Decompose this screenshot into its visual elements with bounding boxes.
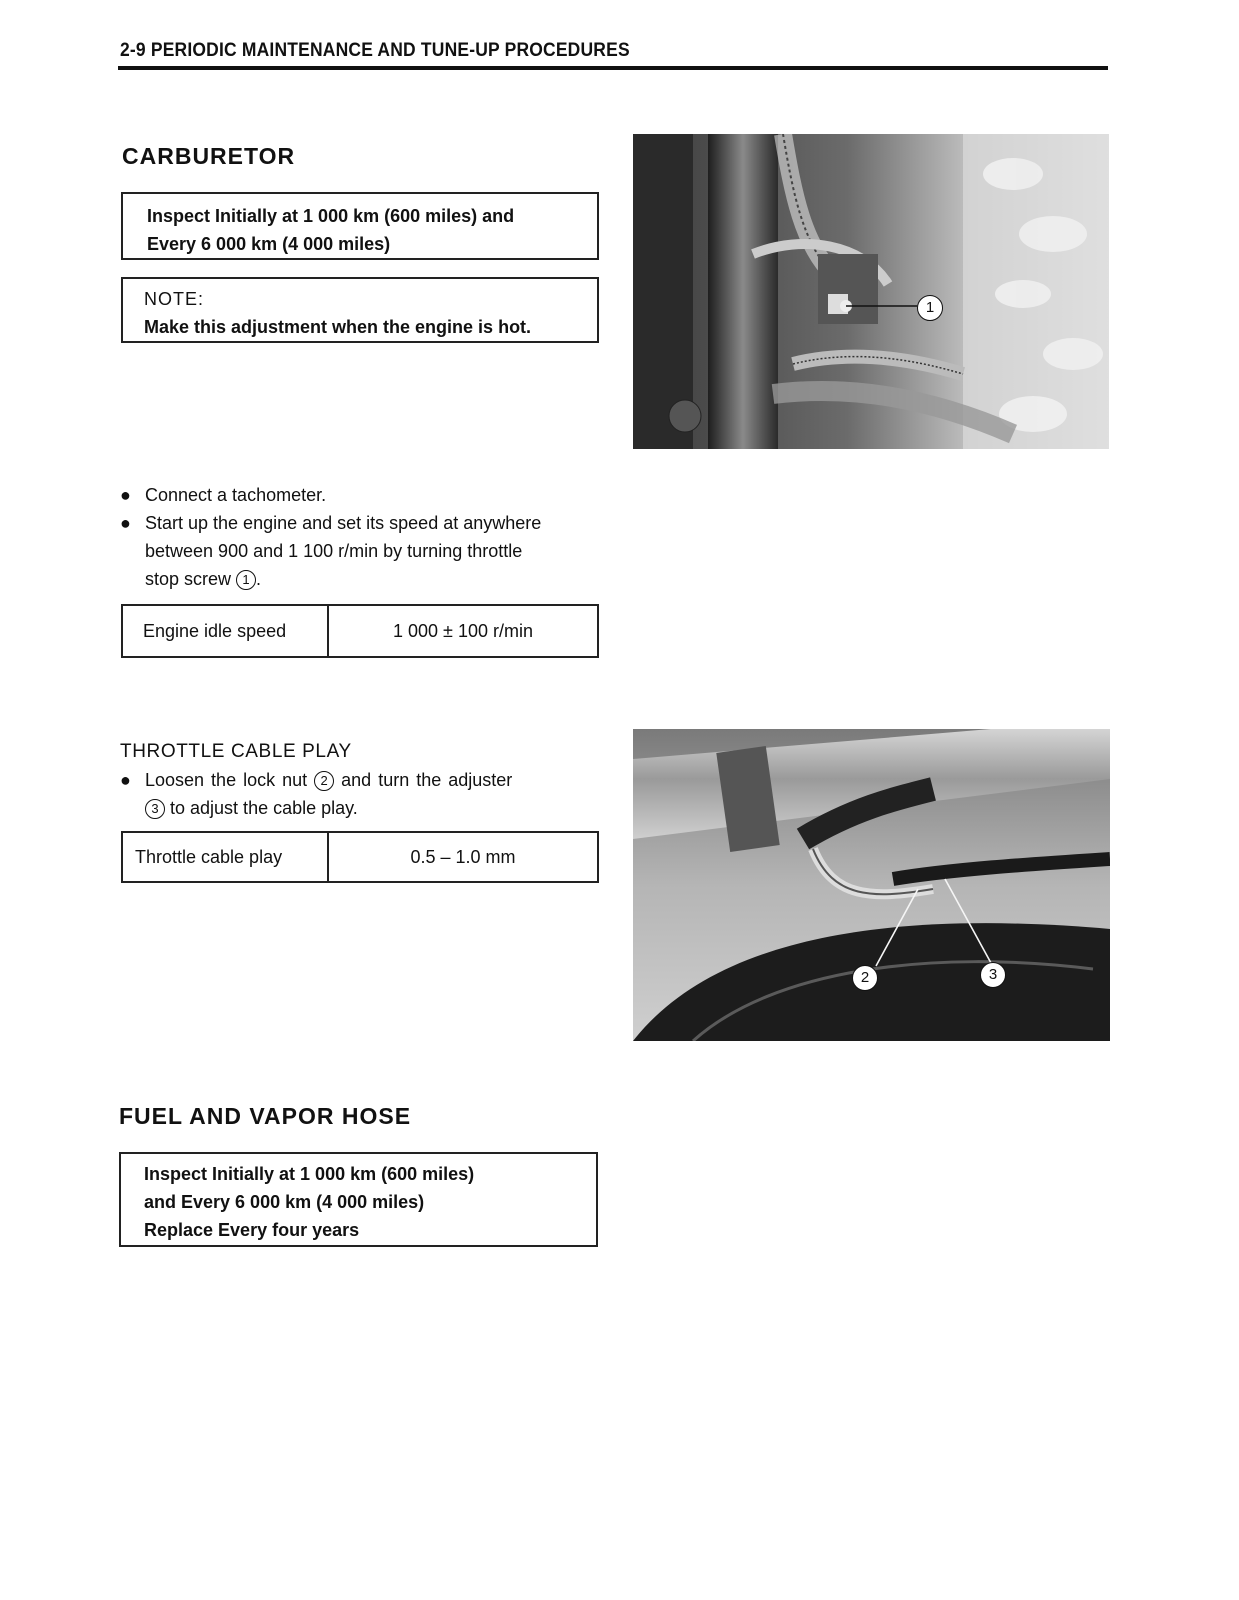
fuel-line-3: Replace Every four years [144,1220,360,1240]
bullet-dot: ● [120,770,131,790]
header-rule [118,66,1108,70]
interval-line-2: Every 6 000 km (4 000 miles) [147,234,391,254]
throttle-title: THROTTLE CABLE PLAY [120,741,352,762]
bullet-line-1: Start up the engine and set its speed at anywhere [145,513,542,533]
ref-circle-3: 3 [145,799,165,819]
note-text: Make this adjustment when the engine is hot. [144,317,532,337]
bullet-dot: ● [120,513,131,533]
bullet-line-3-text: stop screw [145,569,232,589]
interval-line-1: Inspect Initially at 1 000 km (600 miles) and [147,206,515,226]
bullet-line-3 [145,565,610,593]
ref-circle-2: 2 [314,771,334,791]
bullet-connect-tachometer [120,481,610,509]
bullet-line-2: between 900 and 1 100 r/min by turning throttle [145,541,523,561]
carburetor-photo-illustration [633,134,1109,449]
cable-play-label: Throttle cable play [123,833,329,881]
photo-callout-2: 2 [852,965,878,991]
throttle-photo-illustration [633,729,1110,1041]
note-label: NOTE: [144,289,205,309]
ref-circle-1: 1 [236,570,256,590]
throttle-line-2-text: to adjust the cable play. [170,798,358,818]
fuel-hose-interval-box [119,1152,598,1247]
bullet-text: Connect a tachometer. [145,485,327,505]
fuel-hose-title: FUEL AND VAPOR HOSE [119,1103,412,1129]
carburetor-interval-box [121,192,599,260]
idle-speed-value: 1 000 ± 100 r/min [393,620,533,641]
bullet-start-engine [120,509,610,593]
idle-speed-label: Engine idle speed [123,606,329,656]
throttle-line-1 [145,766,600,794]
carburetor-photo [633,134,1109,449]
photo-callout-1: 1 [917,295,943,321]
bullet-dot: ● [120,485,131,505]
cable-play-table [121,831,599,883]
idle-speed-table [121,604,599,658]
throttle-photo [633,729,1110,1041]
page-header-title: 2-9 PERIODIC MAINTENANCE AND TUNE-UP PROCEDURES [120,40,630,61]
throttle-line-2 [145,794,600,822]
fuel-line-2: and Every 6 000 km (4 000 miles) [144,1192,425,1212]
throttle-line-1-end: and turn the adjuster [341,770,513,790]
photo-callout-3: 3 [980,962,1006,988]
fuel-line-1: Inspect Initially at 1 000 km (600 miles) [144,1164,475,1184]
cable-play-value: 0.5 – 1.0 mm [410,846,516,867]
bullet-throttle [120,766,600,822]
bullet-line-3-end: . [256,569,262,589]
throttle-line-1-text: Loosen the lock nut [145,770,308,790]
note-box [121,277,599,343]
carburetor-title: CARBURETOR [122,143,296,169]
